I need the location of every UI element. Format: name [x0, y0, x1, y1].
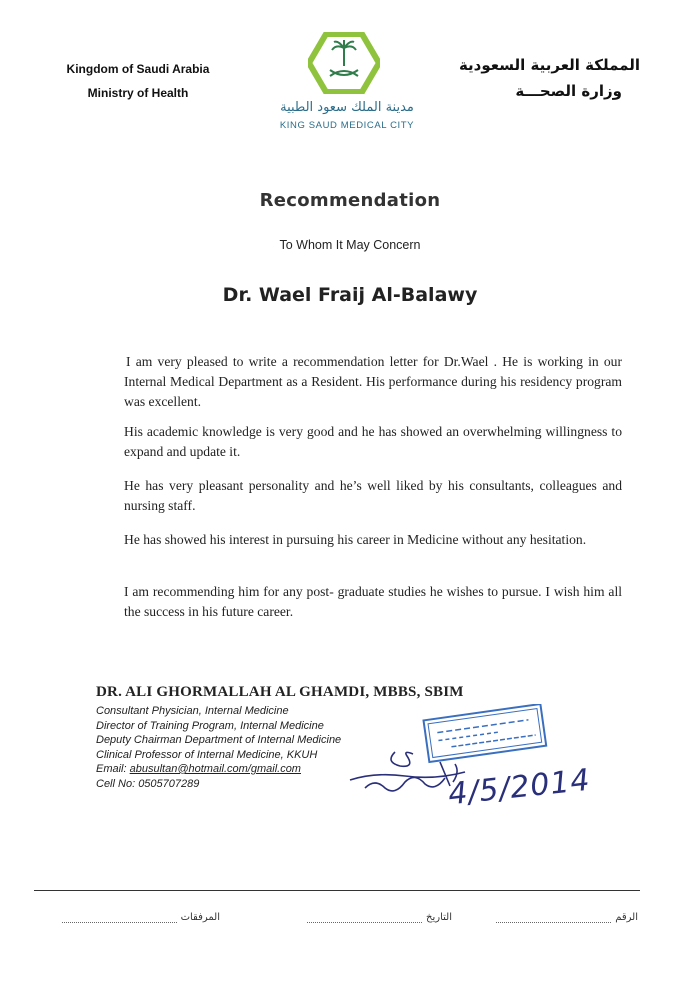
header-country-arabic: المملكة العربية السعودية — [458, 56, 640, 74]
footer-date-blank — [307, 912, 422, 923]
email-label: Email: — [96, 763, 127, 775]
signatory-title: Director of Training Program, Internal Medicine — [96, 719, 324, 732]
footer-date-label: التاريخ — [426, 912, 452, 923]
signatory-title: Deputy Chairman Department of Internal Medicine — [96, 734, 342, 746]
subject-name: Dr. Wael Fraij Al-Balawy — [222, 284, 478, 306]
palm-and-swords-emblem-icon — [308, 32, 380, 94]
signatory-credentials — [96, 704, 341, 791]
paragraph: His academic knowledge is very good and he has showed an overwhelming willingness to expand and update it. — [124, 424, 622, 459]
logo-name-english: KING SAUD MEDICAL CITY — [279, 120, 415, 131]
cell-number: 0505707289 — [138, 777, 200, 790]
header-ministry-arabic: وزارة الصحـــة — [515, 82, 622, 100]
footer-attachments-label: المرفقات — [180, 912, 220, 923]
email-line — [96, 762, 341, 777]
salutation: To Whom It May Concern — [279, 238, 421, 252]
footer-attachments-blank — [62, 912, 177, 923]
footer-divider — [34, 890, 640, 891]
paragraph: He has very pleasant personality and he’s well liked by his consultants, colleagues and nursing staff. — [124, 478, 622, 513]
footer-number-blank — [496, 912, 611, 923]
logo-name-arabic: مدينة الملك سعود الطبية — [280, 100, 414, 115]
letter-title: Recommendation — [259, 190, 441, 211]
cell-line — [96, 777, 341, 792]
paragraph: He has showed his interest in pursuing his career in Medicine without any hesitation. — [124, 532, 587, 547]
footer-number-label: الرقم — [615, 912, 638, 923]
footer-attachments-field — [62, 912, 220, 923]
handwritten-date: 4/5/2014 — [446, 762, 593, 813]
paragraph: I am very pleased to write a recommendation letter for Dr.Wael . He is working in our Internal Medical Department as a Resident. His performance during his residency program was excellent. — [124, 354, 622, 409]
header-country-english: Kingdom of Saudi Arabia — [66, 62, 210, 76]
footer-date-field — [307, 912, 452, 923]
signatory-title: Clinical Professor of Internal Medicine, KKUH — [96, 748, 318, 761]
email-link[interactable]: abusultan@hotmail.com/gmail.com — [129, 763, 301, 775]
signatory-title: Consultant Physician, Internal Medicine — [96, 705, 289, 717]
header-ministry-english: Ministry of Health — [87, 86, 189, 100]
paragraph: I am recommending him for any post- graduate studies he wishes to pursue. I wish him all the success in his future career. — [124, 584, 622, 619]
footer-number-field — [496, 912, 638, 923]
cell-label: Cell No: — [96, 777, 136, 790]
signatory-name: DR. ALI GHORMALLAH AL GHAMDI, MBBS, SBIM — [96, 684, 464, 700]
